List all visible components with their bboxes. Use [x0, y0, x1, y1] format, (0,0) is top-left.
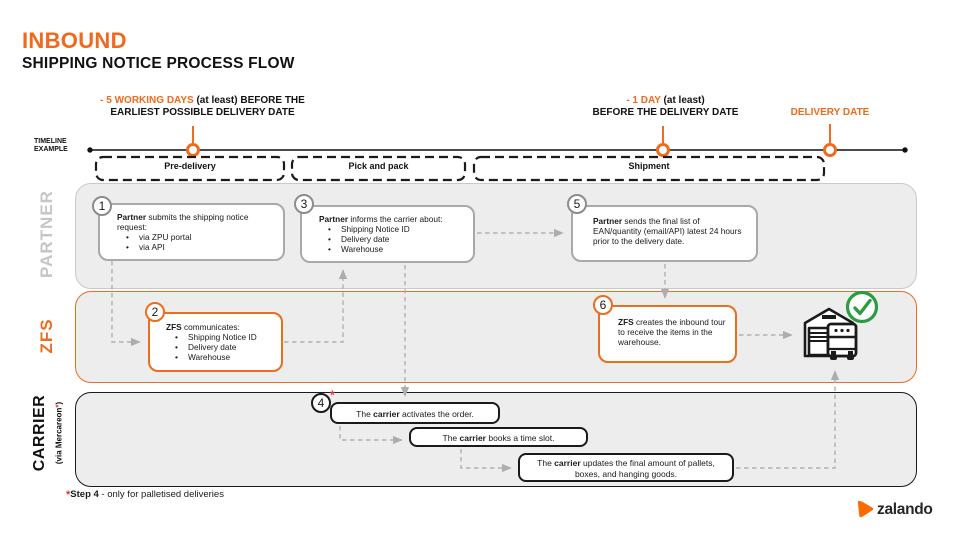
updates-pre: The [537, 458, 555, 468]
step1-bullet-1: • via ZPU portal [117, 232, 277, 242]
step6-rest: creates the inbound tour to receive the items in the warehouse. [618, 317, 726, 347]
carrier-books-box [409, 427, 588, 447]
step1-rest: submits the shipping notice request: [117, 212, 249, 232]
timeline-axis [87, 147, 907, 152]
step2-bullet-2: • Delivery date [166, 342, 276, 352]
milestone-2-highlight: - 1 DAY [626, 95, 661, 106]
carrier-sublabel-post: ) [54, 401, 64, 405]
milestone-dot-1 [188, 145, 199, 156]
milestone-2-line1 [553, 95, 778, 107]
timeline-example-line1: TIMELINE [34, 138, 67, 145]
phase-label-pre-delivery: Pre-delivery [164, 161, 216, 171]
step4-number-badge: 4 [311, 393, 331, 413]
updates-post: updates the final amount of pallets, boxes, and hanging goods. [574, 458, 715, 479]
step3-bullet-2: • Delivery date [319, 234, 467, 244]
step4-bold: carrier [373, 409, 400, 419]
step1-text [117, 212, 277, 232]
step5-number-badge: 5 [567, 194, 587, 214]
lane-label-zfs: ZFS [37, 318, 56, 354]
page-title: INBOUND [22, 28, 127, 53]
milestone-label-delivery-date: DELIVERY DATE [790, 107, 870, 118]
step5-text [593, 216, 748, 246]
step3-number-badge: 3 [294, 194, 314, 214]
step6-text [618, 317, 729, 347]
milestone-dot-3 [825, 145, 836, 156]
milestone-markers [188, 124, 836, 156]
step2-bullet-1: • Shipping Notice ID [166, 332, 276, 342]
phase-label-shipment: Shipment [628, 161, 670, 171]
step2-number-badge: 2 [145, 302, 165, 322]
step4-post: activates the order. [399, 409, 474, 419]
carrier-sublabel-pre: (via Mercareon [54, 407, 64, 465]
step5-lead: Partner [593, 216, 623, 226]
lane-label-carrier-sublabel [55, 402, 64, 464]
step2-bullet-3: • Warehouse [166, 352, 276, 362]
milestone-2-rest: (at least) [660, 95, 705, 106]
timeline-example-label [34, 138, 68, 154]
step4-box [330, 402, 500, 424]
step2-lead: ZFS [166, 322, 182, 332]
footnote [66, 489, 224, 501]
step2-text [166, 322, 276, 332]
milestone-2-line2: BEFORE THE DELIVERY DATE [592, 107, 739, 118]
step6-lead: ZFS [618, 317, 634, 327]
step4-asterisk: * [330, 388, 335, 402]
step4-pre: The [356, 409, 374, 419]
step3-rest: informs the carrier about: [348, 214, 443, 224]
step1-bullet-2: • via API [117, 242, 277, 252]
milestone-label-1-day [553, 95, 778, 119]
step6-box [598, 305, 737, 363]
footnote-asterisk: * [66, 489, 71, 501]
lane-label-partner: PARTNER [37, 190, 56, 278]
step3-bullet-1: • Shipping Notice ID [319, 224, 467, 234]
books-post: books a time slot. [485, 433, 555, 443]
step5-box [571, 205, 758, 262]
step1-lead: Partner [117, 212, 147, 222]
footnote-bold: Step 4 [70, 489, 99, 500]
milestone-label-5-working-days [90, 95, 315, 119]
step3-lead: Partner [319, 214, 349, 224]
footnote-rest: - only for palletised deliveries [98, 489, 224, 500]
step5-rest: sends the final list of EAN/quantity (email/API) latest 24 hours prior to the delivery date. [593, 216, 742, 246]
carrier-sublabel-asterisk: * [54, 404, 64, 408]
updates-bold: carrier [554, 458, 581, 468]
zalando-wordmark: zalando [877, 500, 933, 518]
milestone-1-line2: EARLIEST POSSIBLE DELIVERY DATE [110, 107, 295, 118]
step3-text [319, 214, 467, 224]
green-check-icon [843, 288, 881, 326]
carrier-updates-box [518, 453, 734, 482]
milestone-1-line1 [90, 95, 315, 107]
step3-box [300, 205, 475, 263]
lane-label-carrier: CARRIER [31, 394, 48, 472]
books-bold: carrier [459, 433, 486, 443]
zalando-mark-icon [857, 500, 874, 519]
zalando-logo [857, 500, 933, 519]
milestone-1-highlight: - 5 WORKING DAYS [100, 95, 194, 106]
phase-label-pick-and-pack: Pick and pack [348, 161, 409, 171]
milestone-1-rest: (at least) BEFORE THE [193, 95, 305, 106]
timeline-example-line2: EXAMPLE [34, 146, 68, 153]
step1-box [98, 203, 285, 261]
step2-box [148, 312, 283, 372]
step6-number-badge: 6 [593, 295, 613, 315]
step2-rest: communicates: [181, 322, 240, 332]
page-subtitle: SHIPPING NOTICE PROCESS FLOW [22, 55, 295, 72]
step1-number-badge: 1 [92, 196, 112, 216]
step3-bullet-3: • Warehouse [319, 244, 467, 254]
milestone-dot-2 [658, 145, 669, 156]
books-pre: The [442, 433, 460, 443]
